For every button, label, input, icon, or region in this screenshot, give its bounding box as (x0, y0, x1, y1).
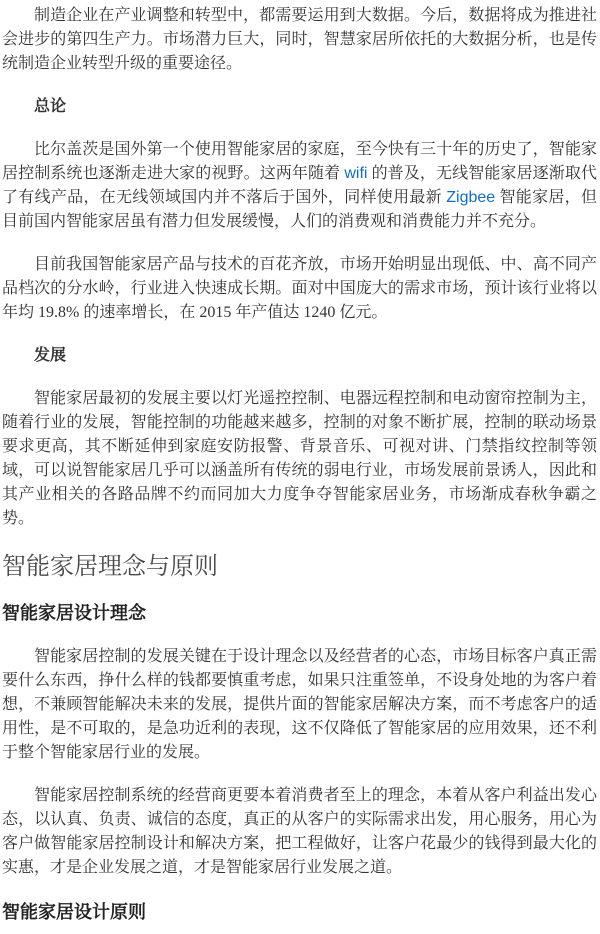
paragraph-market-growth: 目前我国智能家居产品与技术的百花齐放，市场开始明显出现低、中、高不同产品档次的分水岭，行业进入快速成长期。面对中国庞大的需求市场，预计该行业将以年均 19.8% 的速率增长，在 2015 年产值达 1240 亿元。 (2, 256, 597, 321)
zigbee-link[interactable]: Zigbee (446, 189, 496, 206)
chapter-title-concepts-principles: 智能家居理念与原则 (2, 553, 218, 580)
paragraph-text-between-links: 的普及，无线智能家居逐渐取代了有线产品，在无线领域国内并不落后于国外，同样使用最新 (2, 165, 597, 206)
section-title-development: 发展 (34, 347, 67, 364)
article-body (2, 4, 597, 925)
wifi-link[interactable]: wifi (344, 165, 368, 182)
paragraph-design-concept-1: 智能家居控制的发展关键在于设计理念以及经营者的心态，市场目标客户真正需要什么东西，挣什么样的钱都要慎重考虑，如果只注重签单，不设身处地的为客户着想，不兼顾智能解决未来的发展，提供片面的智能家居解决方案，而不考虑客户的适用性，是不可取的，是急功近利的表现，这不仅降低了智能家居的应用效果，还不利于整个智能家居行业的发展。 (2, 648, 597, 761)
paragraph-overview (2, 138, 597, 234)
paragraph-design-concept-2: 智能家居控制系统的经营商更要本着消费者至上的理念，本着从客户利益出发心态，以认真、负责、诚信的态度，真正的从客户的实际需求出发，用心服务，用心为客户做智能家居控制设计和解决方案，把工程做好，让客户花最少的钱得到最大化的实惠，才是企业发展之道，才是智能家居行业发展之道。 (2, 787, 597, 876)
paragraph-development-history: 智能家居最初的发展主要以灯光遥控控制、电器远程控制和电动窗帘控制为主，随着行业的发展，智能控制的功能越来越多，控制的对象不断扩展，控制的联动场景要求更高，其不断延伸到家庭安防报警、背景音乐、可视对讲、门禁指纹控制等领域，可以说智能家居几乎可以涵盖所有传统的弱电行业，市场发展前景诱人，因此和其产业相关的各路品牌不约而同加大力度争夺智能家居业务，市场渐成春秋争霸之势。 (2, 390, 597, 527)
subsection-title-design-principles: 智能家居设计原则 (2, 902, 146, 922)
paragraph-big-data-intro: 制造企业在产业调整和转型中，都需要运用到大数据。今后，数据将成为推进社会进步的第四生产力。市场潜力巨大，同时，智慧家居所依托的大数据分析，也是传统制造企业转型升级的重要途径。 (2, 7, 597, 72)
subsection-title-design-concept: 智能家居设计理念 (2, 603, 146, 623)
paragraph-text-after-links: 智能家居，但目前国内智能家居虽有潜力但发展缓慢，人们的消费观和消费能力并不充分。 (2, 189, 597, 230)
paragraph-text-before-wifi: 比尔盖茨是国外第一个使用智能家居的家庭，至今快有三十年的历史了，智能家居控制系统也逐渐走进大家的视野。这两年随着 (2, 141, 597, 182)
section-title-overview: 总论 (34, 98, 67, 115)
